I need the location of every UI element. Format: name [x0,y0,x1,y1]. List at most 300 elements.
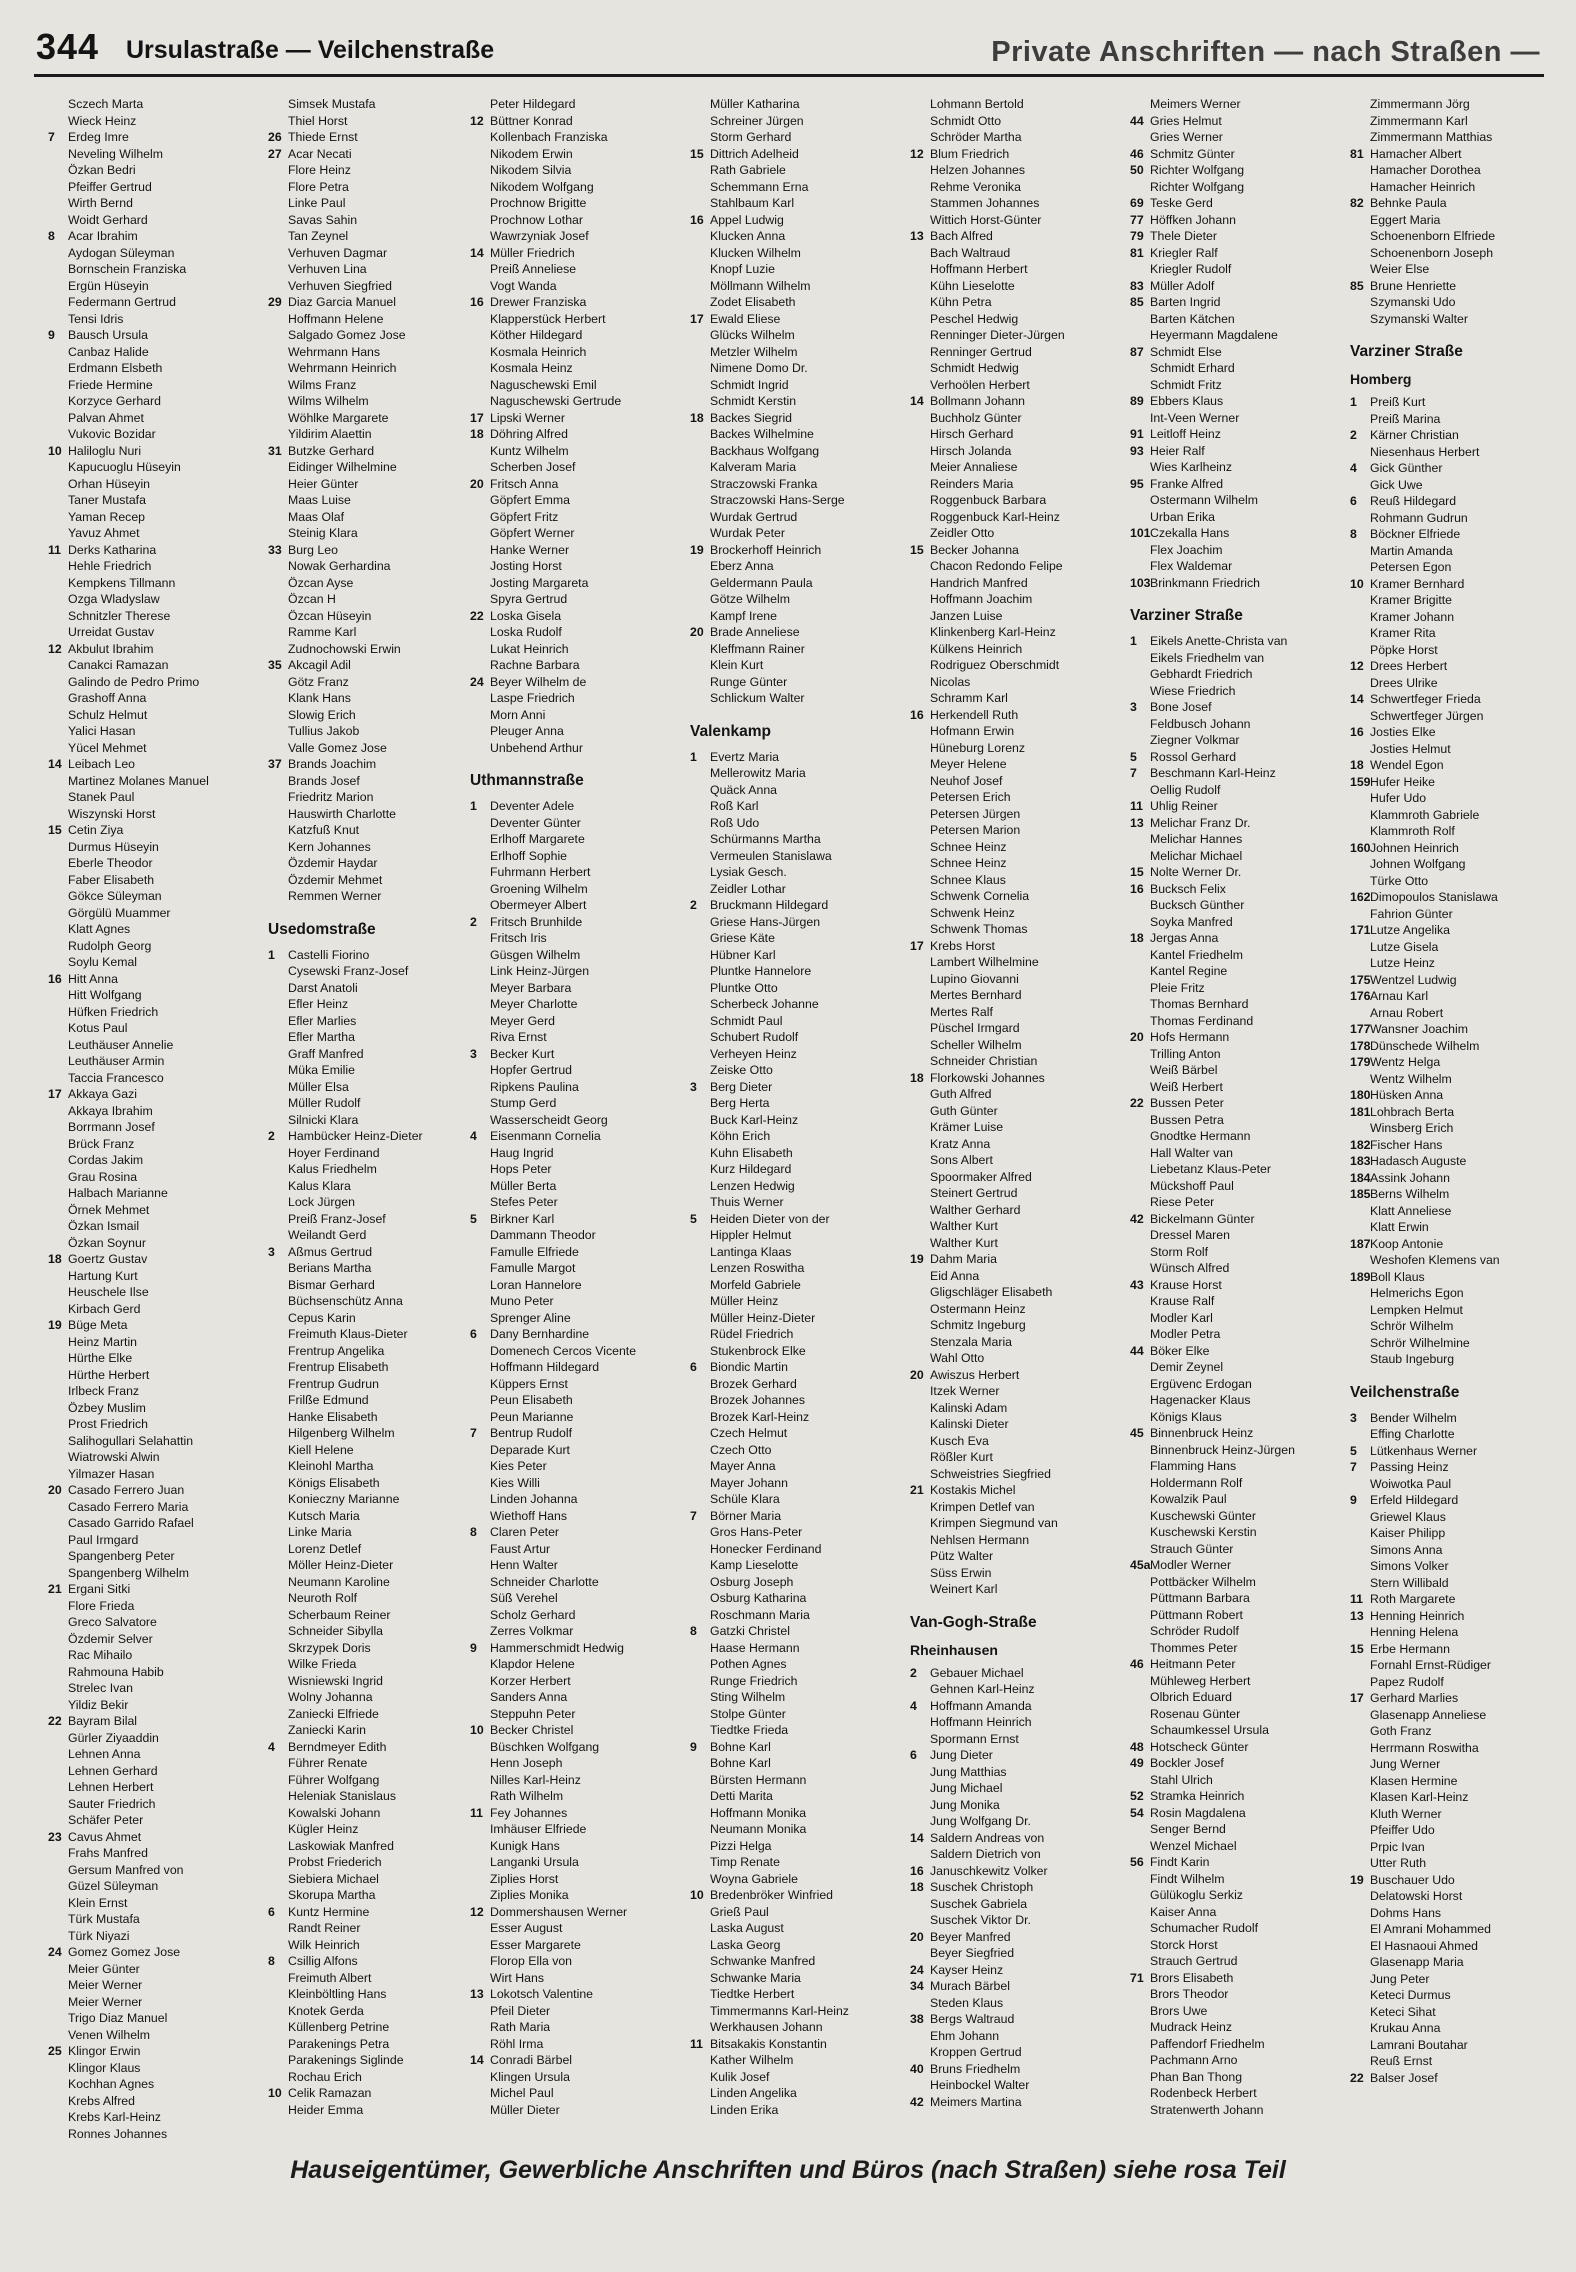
resident-name: Büschken Wolfgang [490,1739,600,1754]
resident-entry [48,1763,261,1780]
resident-name: Johnen Wolfgang [1370,857,1466,871]
resident-name: Findt Karin [1150,1855,1210,1869]
resident-entry [1130,1277,1343,1294]
resident-name: Bussen Petra [1150,1112,1224,1127]
resident-name: Petersen Egon [1370,560,1452,574]
resident-entry [48,1103,261,1120]
resident-entry [48,987,261,1004]
resident-name: Orhan Hüseyin [68,476,151,491]
resident-entry [470,360,683,377]
resident-name: Erdeg Imre [68,130,129,144]
resident-entry [1130,1772,1343,1789]
resident-name: Ziplies Monika [490,1888,569,1902]
resident-name: Gürler Ziyaaddin [68,1730,159,1745]
resident-entry [1130,1161,1343,1178]
resident-name: Beyer Manfred [930,1929,1011,1944]
resident-entry [470,1805,683,1822]
resident-entry [690,1442,903,1459]
resident-entry [1130,1244,1343,1261]
resident-name: Hauswirth Charlotte [288,806,396,821]
house-number: 52 [1130,1789,1144,1803]
resident-name: Böker Elke [1150,1343,1210,1358]
resident-entry [48,542,261,559]
resident-name: Klingen Ursula [490,2069,570,2084]
resident-entry [1350,1789,1563,1806]
resident-entry [470,2003,683,2020]
resident-name: Gerhard Marlies [1370,1691,1459,1705]
house-number: 46 [1130,146,1144,161]
resident-name: Heyermann Magdalene [1150,328,1278,342]
resident-entry [48,707,261,724]
resident-name: Schneider Christian [930,1054,1038,1068]
resident-name: Schwenk Heinz [930,905,1015,920]
resident-name: Szymanski Udo [1370,295,1456,309]
resident-entry [910,2011,1123,2028]
resident-name: Strauch Gertrud [1150,1954,1238,1968]
resident-name: Csillig Alfons [288,1954,358,1968]
resident-entry [690,1508,903,1525]
house-number: 2 [690,898,697,912]
resident-entry [1350,988,1563,1005]
resident-name: Spoormaker Alfred [930,1169,1032,1184]
house-number: 13 [1350,1608,1364,1623]
resident-name: Czekalla Hans [1150,526,1230,540]
resident-entry [1350,1476,1563,1493]
resident-name: Probst Friederich [288,1855,382,1869]
resident-name: Püttmann Robert [1150,1607,1243,1622]
resident-name: Meyer Barbara [490,980,572,995]
resident-entry [910,443,1123,460]
resident-entry [48,1812,261,1829]
resident-name: Schrör Wilhelm [1370,1319,1454,1333]
resident-name: Brinkmann Friedrich [1150,575,1261,590]
resident-name: Wies Karlheinz [1150,460,1233,474]
resident-name: Stahl Ulrich [1150,1772,1213,1787]
house-number: 3 [1350,1410,1357,1425]
resident-entry [1130,947,1343,964]
resident-entry [1350,1269,1563,1286]
resident-entry [1130,129,1343,146]
resident-entry [268,756,481,773]
resident-name: Schoenenborn Joseph [1370,245,1494,260]
resident-name: Pfeil Dieter [490,2003,551,2018]
resident-entry [1130,1986,1343,2003]
resident-entry [1130,509,1343,526]
resident-entry [48,954,261,971]
house-number: 3 [1130,700,1137,714]
resident-entry [470,212,683,229]
resident-name: Wieck Heinz [68,113,137,128]
resident-entry [470,146,683,163]
resident-entry [1130,1640,1343,1657]
resident-name: Helmerichs Egon [1370,1286,1464,1300]
resident-entry [1130,1689,1343,1706]
resident-name: Klein Ernst [68,1895,128,1910]
resident-entry [910,1317,1123,1334]
resident-name: Zerres Volkmar [490,1624,574,1638]
resident-name: Schnee Heinz [930,856,1007,870]
resident-entry [690,798,903,815]
resident-entry [470,1277,683,1294]
resident-entry [1130,897,1343,914]
resident-entry [1350,394,1563,411]
house-number: 22 [48,1714,62,1728]
resident-name: Jung Peter [1370,1971,1430,1986]
resident-entry [690,1062,903,1079]
resident-name: Süß Verehel [490,1591,558,1605]
house-number: 21 [910,1483,924,1497]
resident-entry [1350,939,1563,956]
resident-entry [690,1392,903,1409]
resident-entry [470,624,683,641]
resident-name: Eidinger Wilhelmine [288,460,397,474]
resident-name: Faust Artur [490,1541,551,1556]
resident-name: Konieczny Marianne [288,1492,400,1506]
resident-name: Knotek Gerda [288,2003,364,2018]
resident-name: Hitt Anna [68,971,118,986]
resident-entry [48,822,261,839]
resident-name: Grau Rosina [68,1169,138,1184]
resident-entry [48,1697,261,1714]
resident-entry [1350,195,1563,212]
resident-name: Thommes Peter [1150,1640,1238,1655]
resident-entry [910,1912,1123,1929]
resident-name: Thuis Werner [710,1195,784,1209]
resident-name: Urban Erika [1150,509,1215,524]
resident-entry [268,162,481,179]
resident-name: Irlbeck Franz [68,1384,140,1398]
resident-entry [690,1194,903,1211]
resident-entry [1350,1740,1563,1757]
house-number: 182 [1350,1137,1371,1152]
resident-name: Külkens Heinrich [930,641,1023,656]
resident-name: Eid Anna [930,1268,980,1283]
resident-entry [690,1772,903,1789]
resident-entry [48,113,261,130]
resident-name: Hehle Friedrich [68,559,152,573]
resident-entry [268,575,481,592]
resident-entry [690,459,903,476]
resident-entry [910,1665,1123,1682]
resident-name: Lehnen Gerhard [68,1763,158,1778]
resident-entry [268,278,481,295]
resident-entry [1350,840,1563,857]
resident-name: Hürthe Elke [68,1351,133,1365]
resident-name: Saldern Dietrich von [930,1847,1041,1861]
resident-name: Nikodem Wolfgang [490,179,594,194]
resident-name: Pütz Walter [930,1549,994,1563]
house-number: 13 [1130,815,1144,830]
resident-entry [1130,1739,1343,1756]
resident-name: Renninger Gertrud [930,344,1032,359]
resident-name: Kampf Irene [710,608,777,623]
resident-entry [910,1037,1123,1054]
resident-name: Casado Ferrero Juan [68,1483,185,1497]
resident-name: Stukenbrock Elke [710,1343,806,1358]
resident-name: Wehrmann Heinrich [288,361,397,375]
resident-name: Jung Monika [930,1797,1000,1812]
resident-name: Rößler Kurt [930,1450,993,1464]
resident-entry [470,96,683,113]
resident-name: Birkner Karl [490,1211,555,1226]
resident-name: Renninger Dieter-Jürgen [930,328,1065,342]
resident-name: Kühn Petra [930,295,992,309]
resident-entry [48,1169,261,1186]
resident-entry [470,2069,683,2086]
resident-entry [470,723,683,740]
resident-name: Janzen Luise [930,608,1003,623]
resident-name: Büchsenschütz Anna [288,1294,403,1308]
resident-name: Roschmann Maria [710,1607,810,1622]
resident-entry [1350,179,1563,196]
street-heading: Varziner Straße [1350,343,1463,360]
resident-name: Gros Hans-Peter [710,1525,803,1539]
resident-name: Verhuven Siegfried [288,278,392,293]
house-number: 42 [910,2094,924,2109]
resident-name: Schwenk Thomas [930,922,1028,936]
resident-name: Straczowski Franka [710,476,818,491]
resident-entry [48,1350,261,1367]
resident-entry [910,1698,1123,1715]
resident-entry [690,1128,903,1145]
resident-entry [1130,1590,1343,1607]
house-number: 19 [48,1318,62,1332]
resident-name: Schwanke Maria [710,1970,801,1985]
resident-entry [48,195,261,212]
resident-name: Stern Willibald [1370,1575,1449,1590]
house-number: 23 [48,1829,62,1844]
resident-entry [910,344,1123,361]
resident-entry [910,1846,1123,1863]
resident-name: Thomas Bernhard [1150,997,1249,1011]
resident-name: Berns Wilhelm [1370,1187,1450,1201]
resident-entry [48,641,261,658]
resident-name: Kather Wilhelm [710,2053,794,2067]
resident-name: Lantinga Klaas [710,1244,792,1259]
resident-entry [470,1227,683,1244]
resident-name: Papez Rudolf [1370,1674,1444,1689]
resident-entry [690,261,903,278]
house-number: 29 [268,295,282,309]
house-number: 38 [910,2012,924,2026]
resident-entry [910,1284,1123,1301]
resident-name: Türk Mustafa [68,1912,140,1926]
resident-entry [910,1581,1123,1598]
resident-name: Wilms Franz [288,377,357,392]
resident-entry [48,1614,261,1631]
resident-name: Prost Friedrich [68,1417,148,1431]
house-number: 20 [910,1929,924,1944]
resident-entry [48,1136,261,1153]
resident-entry [48,1548,261,1565]
resident-entry [1350,1971,1563,1988]
house-number: 12 [470,113,484,128]
resident-name: Buck Karl-Heinz [710,1112,799,1127]
resident-name: Unbehend Arthur [490,740,583,755]
page-header [34,22,1544,77]
resident-entry [690,1755,903,1772]
resident-name: Kowalzik Paul [1150,1492,1227,1506]
resident-name: Feldbusch Johann [1150,716,1251,731]
house-number: 1 [268,947,275,962]
resident-entry [1130,996,1343,1013]
resident-name: Lohbrach Berta [1370,1104,1455,1119]
resident-name: Pachmann Arno [1150,2053,1238,2067]
resident-entry [470,542,683,559]
resident-entry [48,492,261,509]
resident-name: Kowalski Johann [288,1805,381,1820]
resident-entry [910,558,1123,575]
resident-entry [48,806,261,823]
resident-name: Kollenbach Franziska [490,130,608,144]
resident-entry [470,1590,683,1607]
resident-name: Scherben Josef [490,460,576,474]
district-heading: Homberg [1350,371,1412,387]
resident-entry [690,1409,903,1426]
resident-entry [1350,2070,1563,2087]
resident-name: Meier Günter [68,1961,140,1976]
resident-entry [470,1211,683,1228]
resident-name: Özdemir Mehmet [288,872,383,887]
resident-name: Kramer Rita [1370,626,1436,640]
resident-entry [268,1904,481,1921]
house-number: 17 [1350,1691,1364,1705]
resident-name: Fritsch Brunhilde [490,914,583,929]
resident-name: Cordas Jakim [68,1153,144,1167]
resident-name: Hoffmann Monika [710,1805,807,1820]
resident-entry [48,1845,261,1862]
resident-entry [1130,2019,1343,2036]
resident-name: Ebbers Klaus [1150,394,1224,408]
resident-entry [1130,699,1343,716]
house-number: 19 [1350,1872,1364,1887]
resident-entry [48,938,261,955]
resident-entry [268,1359,481,1376]
house-number: 101 [1130,526,1151,540]
resident-entry [690,930,903,947]
resident-name: Soyka Manfred [1150,914,1233,929]
resident-name: Klucken Wilhelm [710,245,801,260]
resident-entry [690,443,903,460]
resident-entry [1130,2085,1343,2102]
resident-entry [470,162,683,179]
resident-entry [1130,1887,1343,1904]
resident-name: Brozek Johannes [710,1393,806,1407]
resident-name: Kamp Lieselotte [710,1558,799,1572]
resident-name: Ehm Johann [930,2028,1000,2043]
resident-entry [268,641,481,658]
resident-name: Özdemir Selver [68,1631,153,1646]
resident-entry [690,591,903,608]
resident-name: Henning Helena [1370,1625,1459,1639]
resident-entry [470,575,683,592]
resident-entry [910,723,1123,740]
resident-name: Schaumkessel Ursula [1150,1723,1269,1737]
resident-name: Lokotsch Valentine [490,1987,593,2001]
resident-name: Kayser Heinz [930,1962,1004,1977]
house-number: 85 [1350,278,1364,293]
resident-name: Lehnen Herbert [68,1780,154,1794]
resident-entry [690,1244,903,1261]
resident-name: Müller Adolf [1150,278,1215,293]
resident-entry [48,327,261,344]
resident-entry [910,1780,1123,1797]
resident-name: Göpfert Fritz [490,509,559,524]
house-number: 7 [470,1426,477,1440]
resident-name: Flex Joachim [1150,542,1223,557]
resident-entry [470,641,683,658]
resident-entry [690,1326,903,1343]
resident-name: Kuhn Elisabeth [710,1145,793,1160]
resident-name: Kapucuoglu Hüseyin [68,460,181,474]
resident-name: Famulle Elfriede [490,1244,579,1259]
resident-entry [470,2085,683,2102]
resident-entry [268,245,481,262]
resident-name: Kalinski Dieter [930,1417,1009,1431]
resident-name: Loska Rudolf [490,625,562,639]
resident-entry [268,1524,481,1541]
house-number: 18 [910,1880,924,1894]
resident-entry [1130,459,1343,476]
resident-name: Bussen Peter [1150,1096,1224,1110]
resident-entry [48,129,261,146]
resident-entry [268,1491,481,1508]
resident-entry [48,1631,261,1648]
resident-name: Faber Elisabeth [68,872,155,887]
resident-entry [690,1491,903,1508]
resident-name: Schmidt Paul [710,1013,783,1028]
resident-name: Durmus Hüseyin [68,839,159,854]
resident-entry [910,1764,1123,1781]
resident-entry [1130,1970,1343,1987]
house-number: 18 [1130,931,1144,945]
house-number: 13 [910,229,924,243]
resident-entry [910,1103,1123,1120]
resident-entry [690,393,903,410]
resident-name: Laska August [710,1921,784,1935]
resident-entry [910,212,1123,229]
resident-name: Köhn Erich [710,1129,771,1143]
resident-name: Rochau Erich [288,2069,362,2084]
resident-entry [268,2069,481,2086]
resident-entry [268,855,481,872]
resident-entry [690,162,903,179]
resident-entry [1130,1788,1343,1805]
resident-name: Erdmann Elsbeth [68,361,163,375]
resident-entry [48,459,261,476]
house-number: 79 [1130,229,1144,243]
resident-name: Stanek Paul [68,790,135,804]
resident-name: Wurdak Gertrud [710,509,798,524]
resident-name: Peschel Hedwig [930,311,1019,326]
resident-name: Hoyer Ferdinand [288,1145,380,1160]
resident-entry [1130,1079,1343,1096]
resident-name: Rodenbeck Herbert [1150,2086,1257,2100]
resident-name: Heinz Martin [68,1334,138,1349]
house-number: 11 [470,1805,483,1820]
resident-name: Acar Ibrahim [68,229,138,243]
resident-name: Stolpe Günter [710,1706,786,1721]
resident-entry [48,2076,261,2093]
resident-name: Klapperstück Herbert [490,311,606,326]
resident-name: Bach Waltraud [930,245,1011,260]
resident-entry [910,1251,1123,1268]
resident-name: Schmidt Fritz [1150,377,1222,392]
resident-entry [1350,889,1563,906]
resident-entry [268,690,481,707]
resident-name: Czech Otto [710,1442,772,1457]
resident-entry [48,657,261,674]
